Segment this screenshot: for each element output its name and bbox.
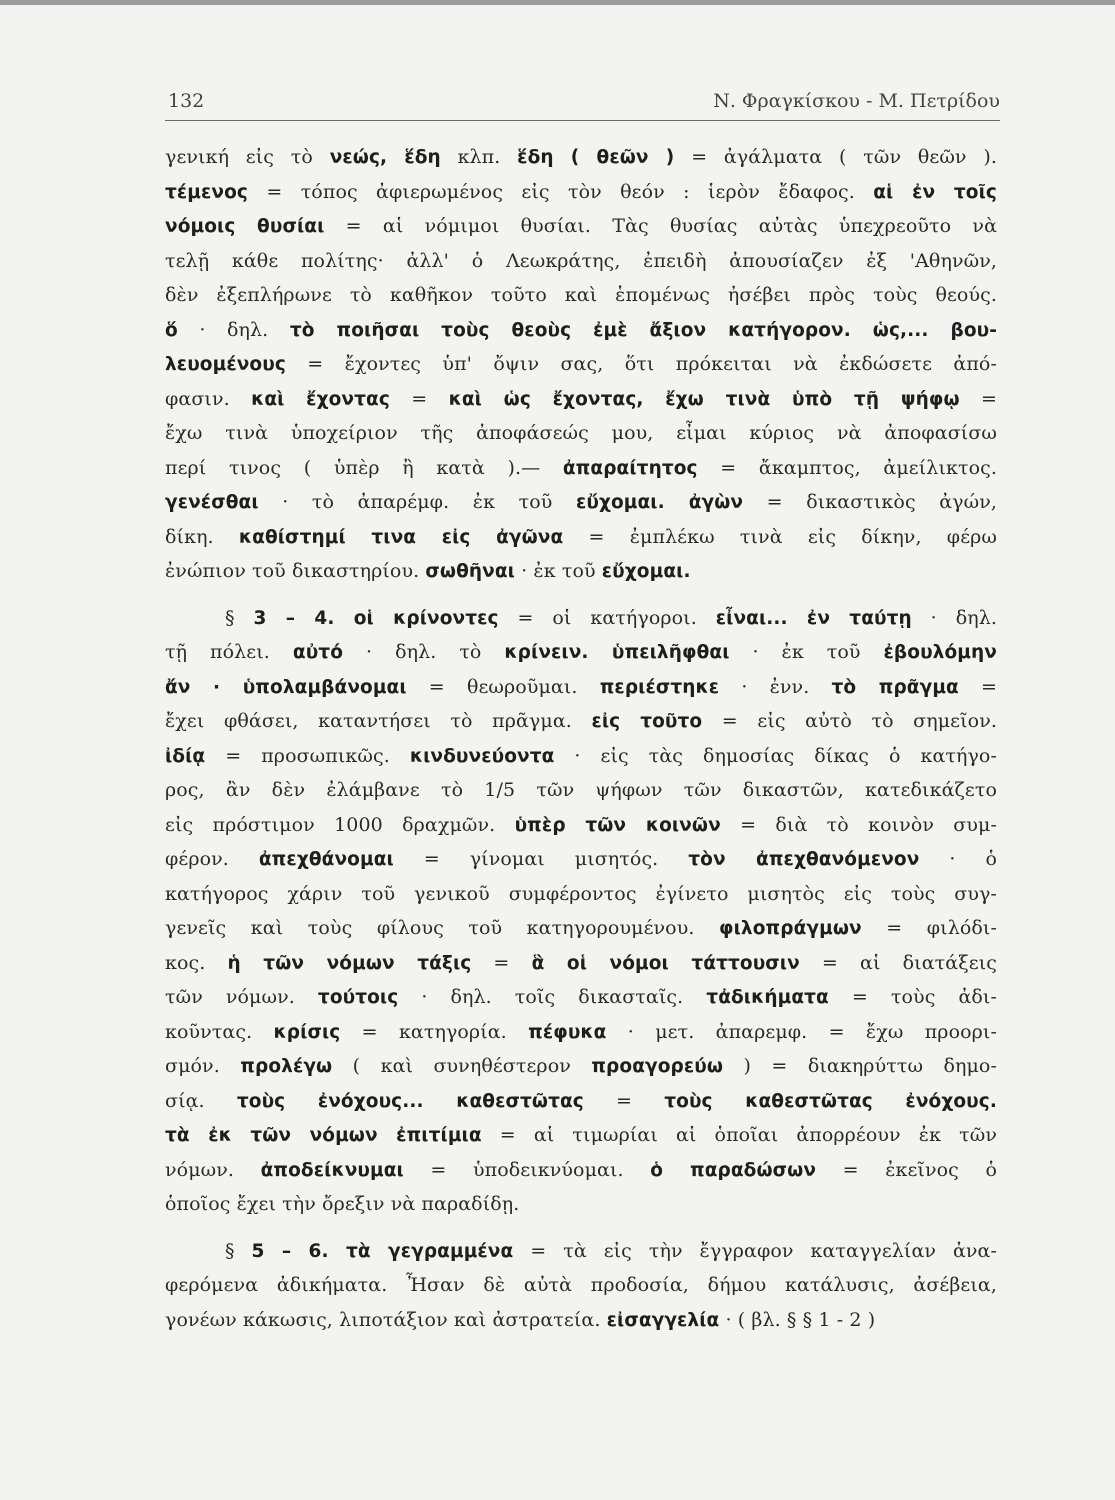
text-line [165,244,997,279]
lemma-term: νεώς, ἕδη [329,147,441,168]
gloss-text: φερόμενα ἀδικήματα. Ἦσαν δὲ αὐτὰ προδοσία, δήμου κατάλυσις, ἀσέβεια, [165,1274,997,1296]
lemma-term: κρίσις [273,1021,341,1043]
gloss-text: γονέων κάκωσις, λιποτάξιον καὶ ἀστρατεία. [165,1308,607,1331]
lemma-term: εἰς τοῦτο [591,711,703,732]
text-line [165,520,997,555]
paragraph-gap [165,589,997,601]
lemma-term: προαγορεύω [591,1056,724,1077]
lemma-term: εὔχομαι. [601,561,691,582]
lemma-term: ἀπεχθάνομαι [258,849,394,870]
running-head [165,90,1000,121]
lemma-term: 3 – 4. οἱ κρίνοντες [253,607,499,629]
gloss-text: · δηλ. [911,606,997,629]
lemma-term: κινδυνεύοντα [409,745,555,767]
gloss-text: ( καὶ συνηθέστερον [332,1055,592,1077]
gloss-text: = τοὺς ἀδι- [828,986,997,1008]
gloss-text: τῶν νόμων. [165,986,318,1008]
gloss-text: = φιλόδι- [861,917,997,939]
lemma-term: καθίστημί τινα εἰς ἀγῶνα [238,526,564,548]
lemma-term: αἱ ἐν τοῖς [873,181,997,203]
lemma-term: σωθῆναι [425,561,515,582]
text-line [165,416,997,451]
gloss-text: κοῦντας. [165,1020,274,1043]
gloss-text: = εἰς αὐτὸ τὸ σημεῖον. [702,710,997,732]
text-line [165,808,997,843]
text-line [165,601,997,636]
gloss-text: = [959,387,997,410]
lemma-term: αὐτό [292,642,344,663]
lemma-term: ἃ οἱ νόμοι τάττουσιν [531,952,800,974]
lemma-term: πέφυκα [528,1021,607,1043]
gloss-text: φασιν. [165,387,252,410]
text-line [165,175,997,210]
text-line [165,1015,997,1050]
lemma-term: ἀπαραίτητος [562,457,698,479]
gloss-text: = [583,1089,665,1112]
gloss-text: § [225,606,254,629]
gloss-text: · εἰς τὰς δημοσίας δίκας ὁ κατήγο- [554,744,997,767]
gloss-text: ) = διακηρύττω δημο- [723,1055,997,1077]
lemma-term: τούτοις [317,987,399,1008]
gloss-text: = δικαστικὸς ἀγών, [743,491,997,513]
gloss-text: · ὁ [919,848,997,870]
lemma-term: τὰ ἐκ τῶν νόμων ἐπιτίμια [165,1125,482,1146]
gloss-text: = τὰ εἰς τὴν ἔγγραφον καταγγελίαν ἀνα- [513,1239,997,1262]
lemma-term: γενέσθαι [165,492,259,513]
lemma-term: τὸ πρᾶγμα [831,676,959,698]
gloss-text: τελῇ κάθε πολίτης· ἀλλ' ὁ Λεωκράτης, ἐπειδὴ ἀπουσίαζεν ἐξ 'Αθηνῶν, [165,249,997,272]
lemma-term: εἰσαγγελία [606,1309,720,1331]
lemma-term: κρίνειν. ὑπειλῆφθαι [504,642,730,663]
gloss-text: · τὸ ἀπαρέμφ. ἐκ τοῦ [258,491,576,513]
text-line [165,1303,997,1338]
gloss-text: = αἱ νόμιμοι θυσίαι. Τὰς θυσίας αὐτὰς ὑπεχρεοῦτο νὰ [324,215,997,237]
text-line [165,842,997,877]
text-line [165,313,997,348]
gloss-text: σίᾳ. [165,1089,237,1112]
lemma-term: ἰδίᾳ [165,745,206,767]
text-line [165,877,997,912]
gloss-text: = ἔχοντες ὑπ' ὄψιν σας, ὅτι πρόκειται νὰ ἐκδώσετε ἀπό- [285,353,997,375]
gloss-text: = [389,387,449,410]
text-line [165,773,997,808]
lemma-term: τοὺς καθεστῶτας ἐνόχους. [664,1090,997,1112]
gloss-text: δὲν ἐξεπλήρωνε τὸ καθῆκον τοῦτο καὶ ἑπομένως ἠσέβει πρὸς τοὺς θεούς. [165,284,997,306]
text-line [165,911,997,946]
text-line [165,140,997,175]
gloss-text: = ἐκεῖνος ὁ [816,1158,997,1181]
gloss-text: · ( βλ. § § 1 - 2 ) [719,1308,876,1331]
text-line [165,1049,997,1084]
lemma-term: καὶ ἔχοντας [251,388,390,410]
text-line [165,946,997,981]
gloss-text: κατήγορος χάριν τοῦ γενικοῦ συμφέροντος ἐγίνετο μισητὸς εἰς τοὺς συγ- [165,882,997,905]
gloss-text: = [958,675,997,698]
lemma-term: τἀδικήματα [706,987,829,1008]
gloss-text: = θεωροῦμαι. [406,675,600,698]
gloss-text: = αἱ τιμωρίαι αἱ ὁποῖαι ἀπορρέουν ἐκ τῶν [481,1124,997,1146]
gloss-text: = διὰ τὸ κοινὸν συμ- [720,813,997,836]
gloss-text: = ἀγάλματα ( τῶν θεῶν ). [674,146,997,168]
header-authors: Ν. Φραγκίσκου - Μ. Πετρίδου [713,90,1000,112]
lemma-term: νόμοις θυσίαι [165,216,325,237]
lemma-term: εἶναι... ἐν ταύτῃ [715,607,912,629]
gloss-text: ἐνώπιον τοῦ δικαστηρίου. [165,560,426,582]
gloss-text: = κατηγορία. [340,1020,529,1043]
text-line [165,739,997,774]
lemma-term: φιλοπράγμων [719,918,862,939]
text-line [165,485,997,520]
gloss-text: § [225,1239,252,1262]
lemma-term: ἀποδείκνυμαι [260,1159,404,1181]
gloss-text: φέρον. [165,848,259,870]
gloss-text: εἰς πρόστιμον 1000 δραχμῶν. [165,813,515,836]
lemma-term: λευομένους [165,354,286,375]
gloss-text: = οἱ κατήγοροι. [498,606,716,629]
lemma-term: τὸ ποιῆσαι τοὺς θεοὺς ἐμὲ ἄξιον κατήγορον. ὡς,... βου- [289,319,997,341]
text-line [165,278,997,313]
gloss-text: νόμων. [165,1158,261,1181]
text-line [165,209,997,244]
gloss-text: · δηλ. τοῖς δικασταῖς. [398,986,707,1008]
gloss-text: = τόπος ἀφιερωμένος εἰς τὸν θεόν : ἱερὸν ἔδαφος. [248,180,874,203]
gloss-text: ὁποῖος ἔχει τὴν ὄρεξιν νὰ παραδίδῃ. [165,1193,520,1215]
text-line [165,980,997,1015]
gloss-text: = ἐμπλέκω τινὰ εἰς δίκην, φέρω [563,525,997,548]
lemma-term: καὶ ὡς ἔχοντας, ἔχω τινὰ ὑπὸ τῇ ψήφῳ [448,388,960,410]
gloss-text: τῇ πόλει. [165,641,293,663]
gloss-text: ρος, ἂν δὲν ἐλάμβανε τὸ 1/5 τῶν ψήφων τῶν δικαστῶν, κατεδικάζετο [165,779,997,801]
text-line [165,1268,997,1303]
commentary-text [165,140,997,1337]
lemma-term: ἄν · ὑπολαμβάνομαι [165,676,407,698]
text-line [165,1084,997,1119]
gloss-text: · δηλ. τὸ [343,641,505,663]
lemma-term: εὔχομαι. ἀγὼν [575,492,744,513]
gloss-text: · ἐκ τοῦ [515,560,602,582]
lemma-term: ἐβουλόμην [883,642,997,663]
gloss-text: = προσωπικῶς. [205,744,410,767]
lemma-term: ὅ [165,319,178,341]
lemma-term: 5 – 6. τὰ γεγραμμένα [251,1240,514,1262]
lemma-term: ἕδη ( θεῶν ) [517,147,675,168]
gloss-text: γενεῖς καὶ τοὺς φίλους τοῦ κατηγορουμένου. [165,917,720,939]
lemma-term: τὸν ἀπεχθανόμενον [688,849,920,870]
lemma-term: προλέγω [240,1056,333,1077]
gloss-text: ἔχει φθάσει, καταντήσει τὸ πρᾶγμα. [165,710,592,732]
gloss-text: περί τινος ( ὑπὲρ ἢ κατὰ ).— [165,456,563,479]
gloss-text: = ἄκαμπτος, ἀμείλικτος. [697,456,997,479]
gloss-text: · ἐκ τοῦ [729,641,884,663]
gloss-text: κος. [165,951,228,974]
scan-top-edge [0,0,1115,5]
gloss-text: = αἱ διατάξεις [799,951,997,974]
lemma-term: τέμενος [165,181,248,203]
paragraph-gap [165,1222,997,1234]
text-line [165,1234,997,1269]
lemma-term: ὁ παραδώσων [650,1159,817,1181]
gloss-text: σμόν. [165,1055,241,1077]
text-line [165,382,997,417]
text-line [165,704,997,739]
text-line [165,1118,997,1153]
lemma-term: ὑπὲρ τῶν κοινῶν [514,814,721,836]
gloss-text: · μετ. ἀπαρεμφ. = ἔχω προορι- [606,1020,997,1043]
text-line [165,347,997,382]
text-line [165,1153,997,1188]
gloss-text: κλπ. [440,146,518,168]
text-line [165,451,997,486]
text-line [165,670,997,705]
lemma-term: περιέστηκε [599,676,720,698]
gloss-text: δίκη. [165,525,239,548]
gloss-text: ἔχω τινὰ ὑποχείριον τῆς ἀποφάσεώς μου, εἶμαι κύριος νὰ ἀποφασίσω [165,422,997,444]
gloss-text: = [471,951,532,974]
gloss-text: · δηλ. [177,318,290,341]
text-line [165,635,997,670]
gloss-text: = γίνομαι μισητός. [393,848,689,870]
gloss-text: = ὑποδεικνύομαι. [403,1158,651,1181]
text-line [165,1187,997,1222]
lemma-term: ἡ τῶν νόμων τάξις [227,952,472,974]
page-number: 132 [168,90,205,112]
lemma-term: τοὺς ἐνόχους... καθεστῶτας [236,1090,584,1112]
text-line [165,554,997,589]
gloss-text: · ἐνν. [719,675,832,698]
gloss-text: γενική εἰς τὸ [165,146,330,168]
